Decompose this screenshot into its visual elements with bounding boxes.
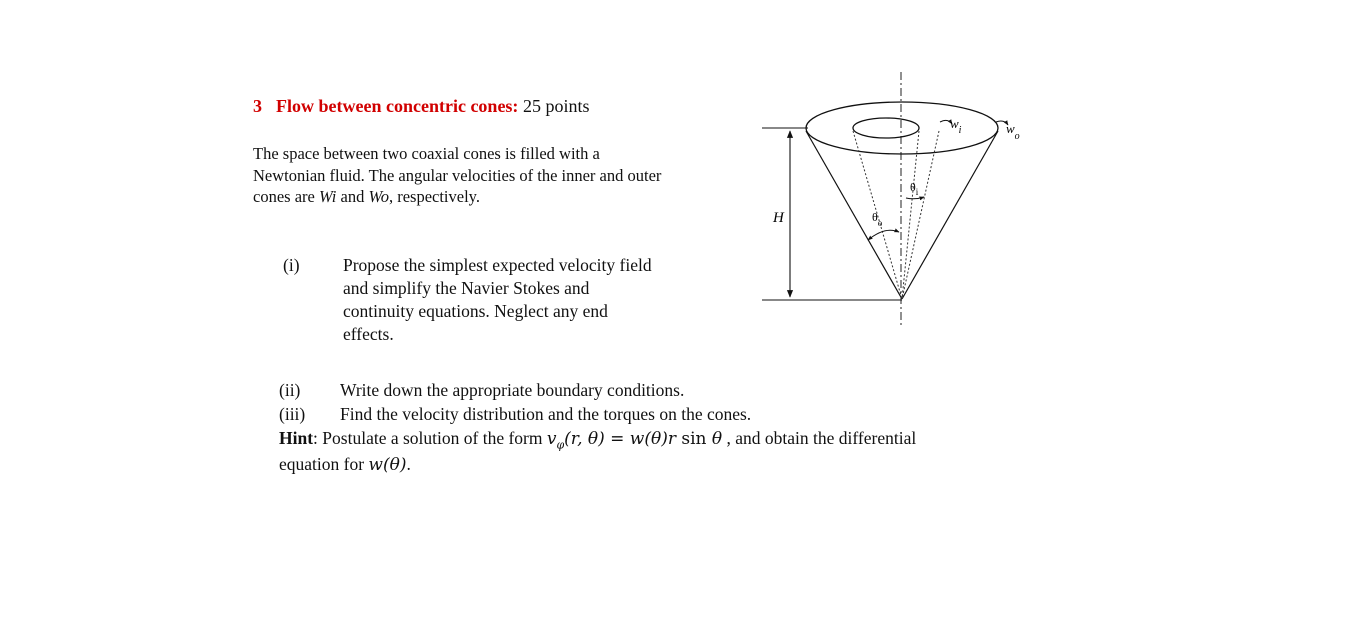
hint-w-theta: w(θ) — [368, 455, 407, 475]
item-iii-text: Find the velocity distribution and the torques on the cones. — [340, 404, 752, 424]
problem-number: 3 — [253, 96, 262, 116]
intro-line-3: cones are Wi and Wo, respectively. — [253, 187, 480, 206]
symbol-wi: Wi — [318, 187, 337, 206]
hint-line-2: equation for w(θ). — [279, 454, 411, 475]
hint-equation: $v_\varphi(r$, θ) = w(θ)r sin θ — [546, 429, 723, 452]
item-iii-number: (iii) — [279, 404, 306, 424]
outer-cone-left-side — [806, 131, 902, 299]
hint-label: Hint — [279, 428, 314, 448]
label-wo: $w_o$ — [1006, 121, 1020, 142]
problem-title: Flow between concentric cones: — [276, 96, 519, 116]
item-ii-number: (ii) — [279, 380, 301, 400]
item-i-number: (i) — [283, 255, 300, 275]
item-i-text: Propose the simplest expected velocity field and simplify the Navier Stokes and continuity equations. Neglect any end effects. — [343, 255, 652, 344]
label-H: H — [773, 210, 784, 226]
intro-line-1: The space between two coaxial cones is filled with a — [253, 144, 600, 163]
inner-cone-rim — [853, 118, 919, 138]
item-ii-text: Write down the appropriate boundary conditions. — [340, 380, 685, 400]
symbol-wo: Wo — [368, 187, 389, 206]
outer-cone-rim — [806, 102, 998, 154]
hint-line-1: Hint: Postulate a solution of the form $v_\varphi(r$, θ) = w(θ)r sin θ , and obtain the differential — [279, 428, 917, 452]
label-theta-i: $\theta_i$ — [910, 180, 919, 197]
label-wi: $w_i$ — [950, 116, 962, 136]
theta-i-arc-arrow — [906, 197, 924, 199]
problem-points: 25 points — [522, 96, 590, 116]
inner-cone-mid-line — [902, 131, 939, 299]
intro-line-2: Newtonian fluid. The angular velocities of the inner and outer — [253, 165, 662, 185]
label-theta-o: $\theta_o$ — [872, 210, 883, 228]
